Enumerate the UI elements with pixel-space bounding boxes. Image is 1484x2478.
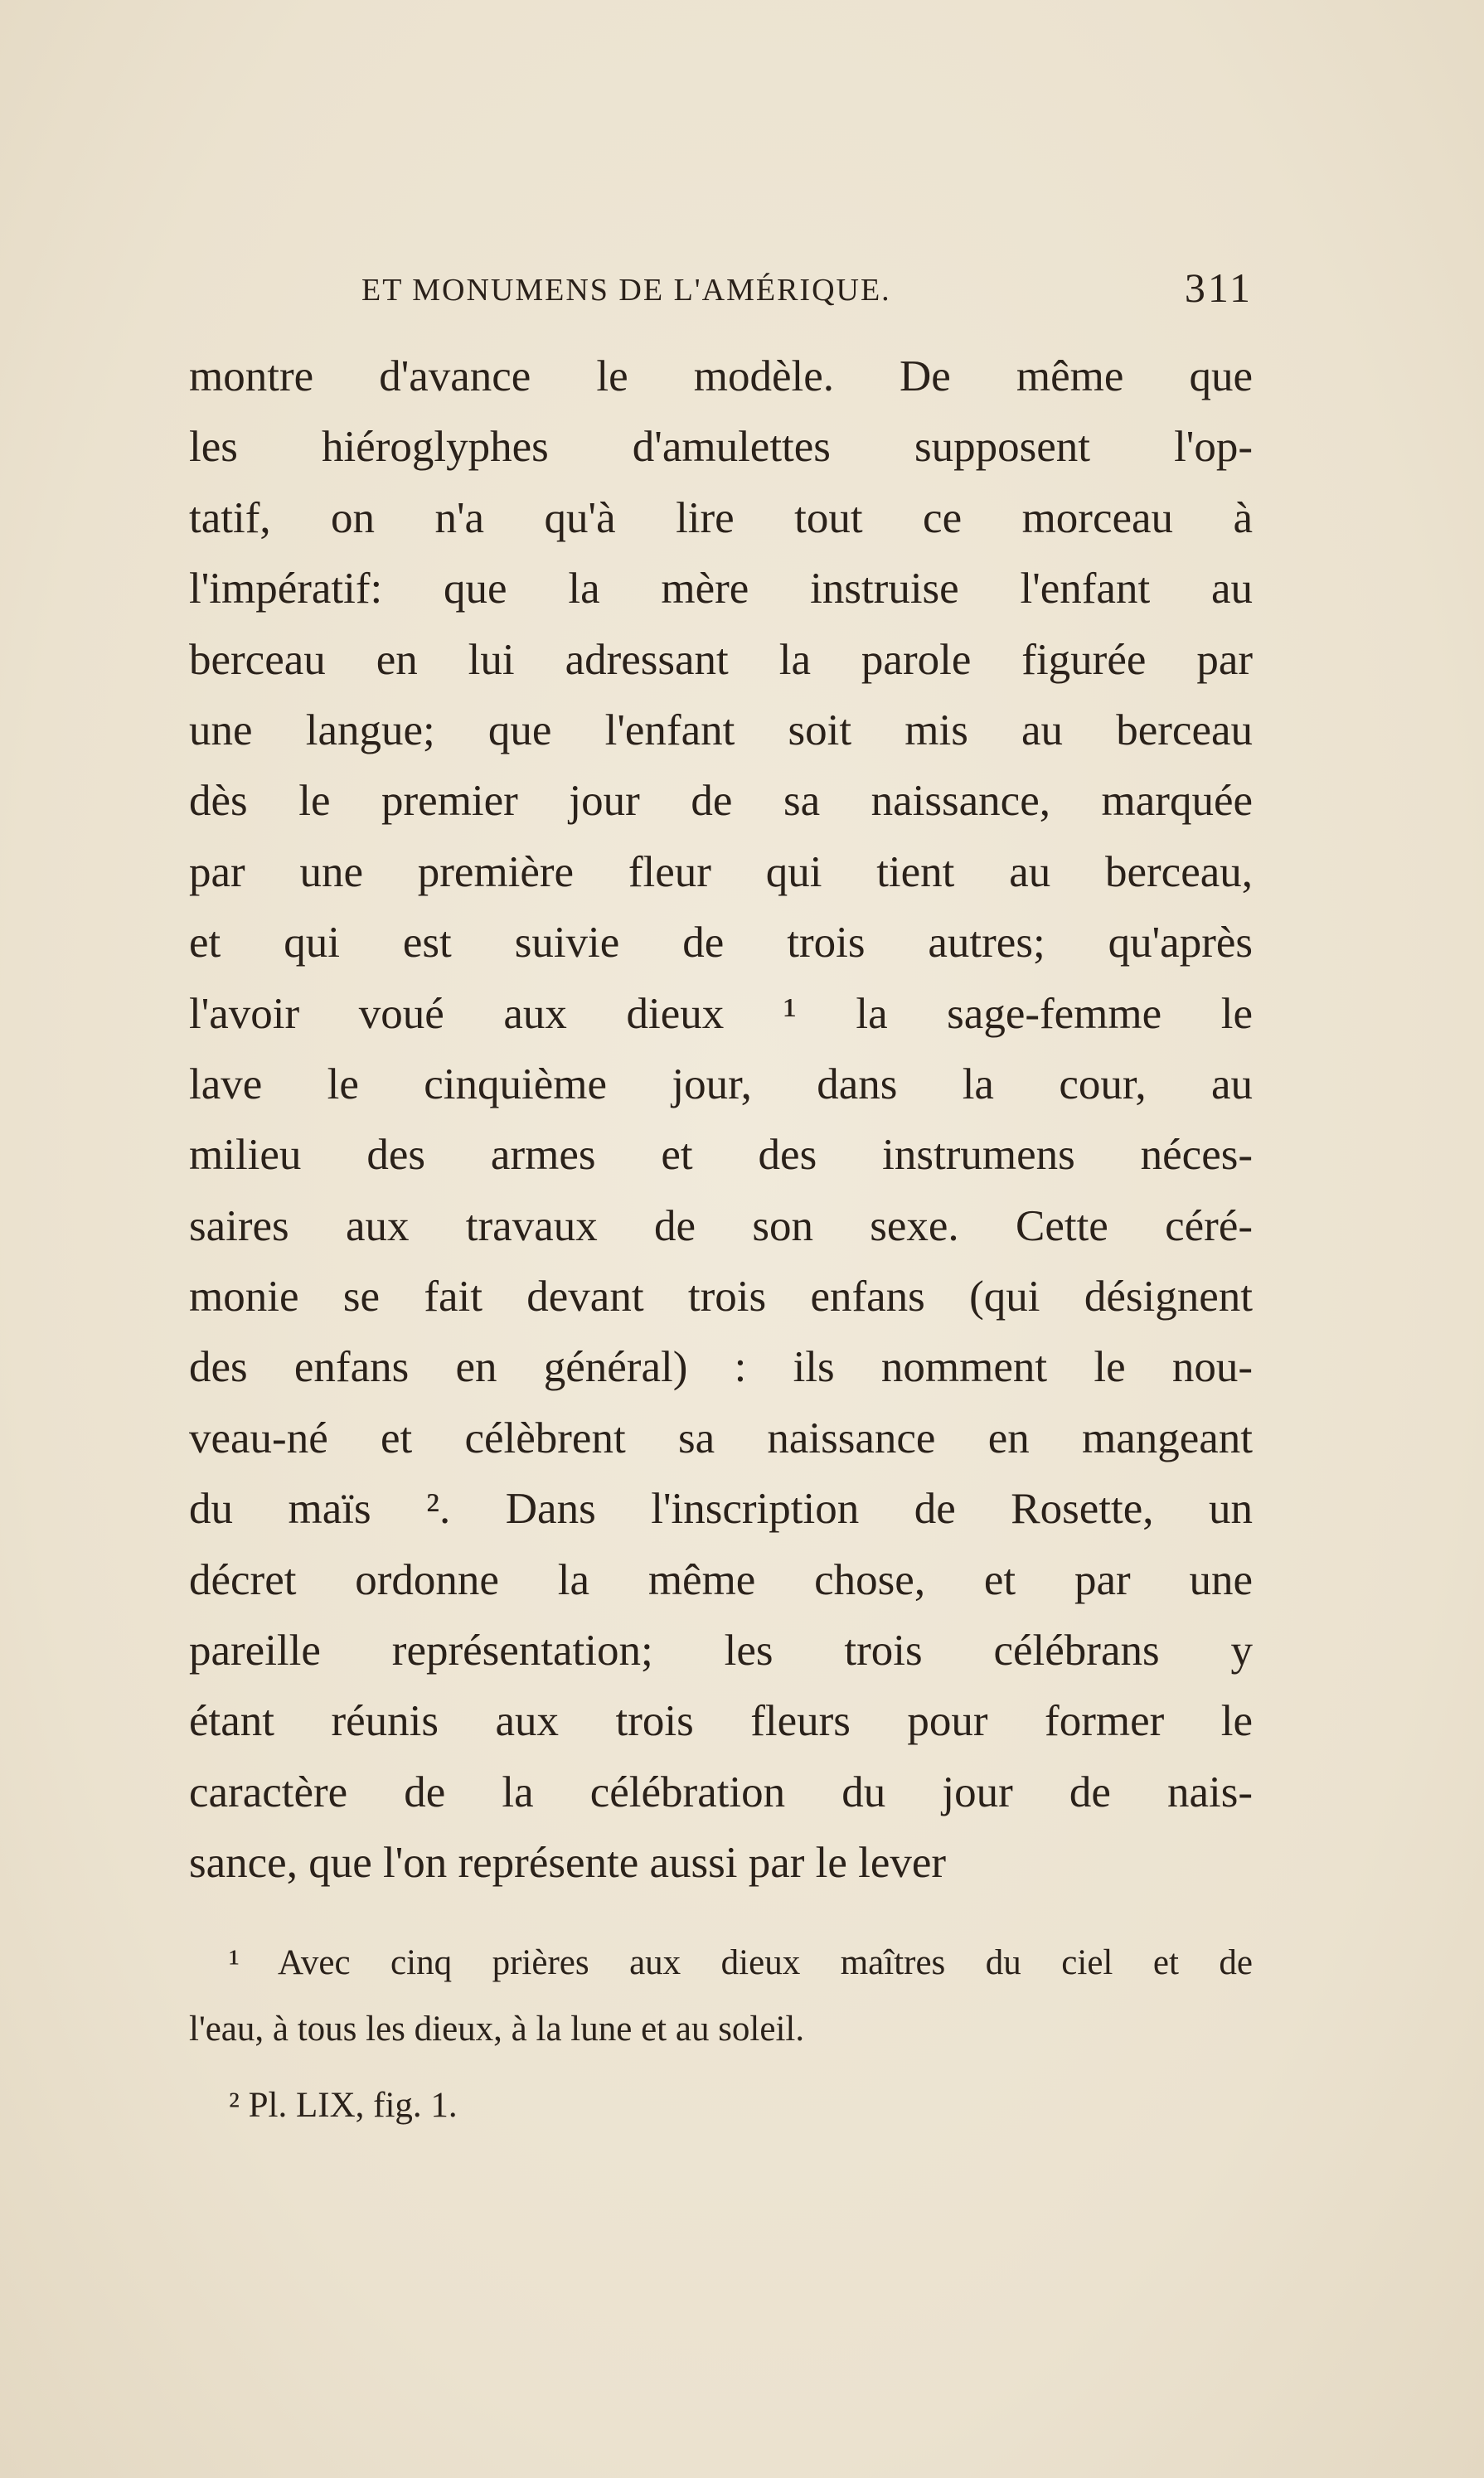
footnote-1-line-1: ¹ Avec cinq prières aux dieux maîtres du ciel et de <box>229 1943 1253 1982</box>
text-line: l'impératif: que la mère instruise l'enfant au <box>189 565 1253 613</box>
text-line: saires aux travaux de son sexe. Cette céré- <box>189 1201 1253 1250</box>
text-line: et qui est suivie de trois autres; qu'après <box>189 919 1253 967</box>
text-line: pareille représentation; les trois célébrans y <box>189 1627 1253 1675</box>
text-line: veau-né et célèbrent sa naissance en mangeant <box>189 1414 1253 1462</box>
body-text <box>189 342 1253 1899</box>
page-number: 311 <box>1184 264 1253 311</box>
footnotes <box>189 1942 1253 2151</box>
text-line: berceau en lui adressant la parole figurée par <box>189 635 1253 684</box>
text-line: sance, que l'on représente aussi par le lever <box>189 1839 947 1888</box>
text-line: étant réunis aux trois fleurs pour former le <box>189 1697 1253 1746</box>
text-line: tatif, on n'a qu'à lire tout ce morceau à <box>189 493 1253 542</box>
text-line: milieu des armes et des instrumens néces- <box>189 1131 1253 1180</box>
text-line: des enfans en général) : ils nomment le nou- <box>189 1343 1253 1392</box>
footnote-2: ² Pl. LIX, fig. 1. <box>229 2086 458 2125</box>
text-line: lave le cinquième jour, dans la cour, au <box>189 1060 1253 1108</box>
text-line: montre d'avance le modèle. De même que <box>189 352 1253 400</box>
text-line: l'avoir voué aux dieux ¹ la sage-femme le <box>189 989 1253 1038</box>
running-head <box>189 264 1253 313</box>
running-title: ET MONUMENS DE L'AMÉRIQUE. <box>361 273 891 308</box>
text-line: les hiéroglyphes d'amulettes supposent l'op- <box>189 423 1253 472</box>
text-line: du maïs ². Dans l'inscription de Rosette, un <box>189 1485 1253 1534</box>
text-line: monie se fait devant trois enfans (qui désignent <box>189 1273 1253 1321</box>
footnote-1-line-2: l'eau, à tous les dieux, à la lune et au soleil. <box>189 2010 805 2049</box>
text-line: une langue; que l'enfant soit mis au berceau <box>189 706 1253 754</box>
text-line: par une première fleur qui tient au berceau, <box>189 847 1253 896</box>
text-line: décret ordonne la même chose, et par une <box>189 1555 1253 1604</box>
text-line: caractère de la célébration du jour de nais- <box>189 1768 1253 1816</box>
text-line: dès le premier jour de sa naissance, marquée <box>189 777 1253 826</box>
